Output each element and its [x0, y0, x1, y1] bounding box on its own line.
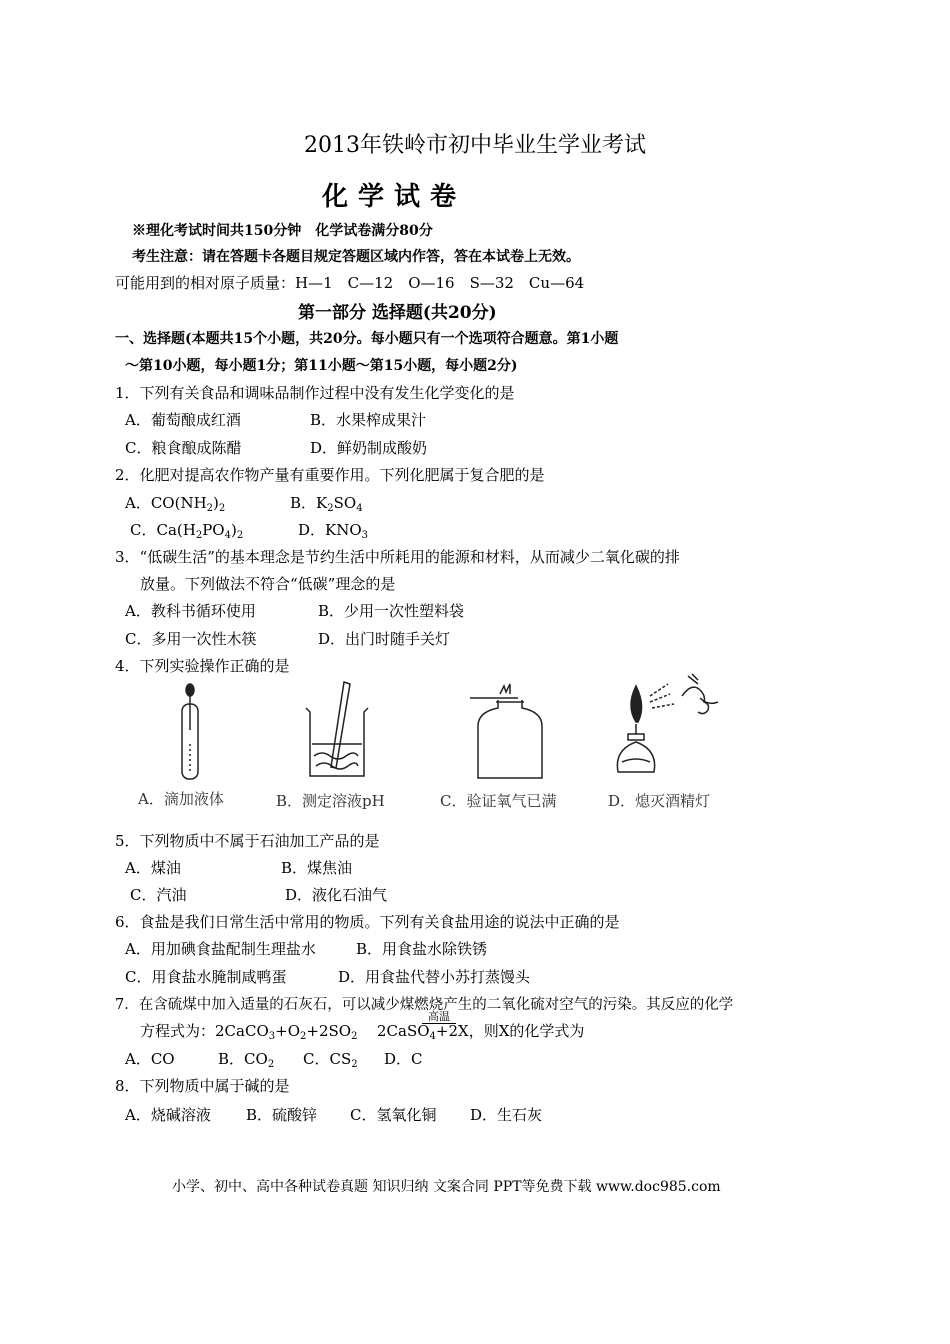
q5-option-b: B．煤焦油 [281, 859, 353, 877]
q7-option-d: D．C [384, 1050, 423, 1068]
q5-stem: 5．下列物质中不属于石油加工产品的是 [115, 832, 380, 850]
q7-option-c: C．$CS_2$ [303, 1050, 358, 1070]
exam-time-note: ※理化考试时间共150分钟 化学试卷满分80分 [132, 223, 433, 239]
q1-option-c: C．粮食酿成陈醋 [125, 439, 242, 457]
page-footer: 小学、初中、高中各种试卷真题 知识归纳 文案合同 PPT等免费下载 www.doc985.com [172, 1179, 721, 1195]
gas-bottle-figure [470, 680, 550, 782]
q8-option-a: A．烧碱溶液 [125, 1106, 211, 1124]
answer-sheet-note: 考生注意：请在答题卡各题目规定答题区域内作答，答在本试卷上无效。 [132, 249, 580, 265]
q3-stem-line-2: 放量。下列做法不符合“低碳”理念的是 [140, 575, 396, 593]
q3-option-c: C．多用一次性木筷 [125, 630, 257, 648]
q8-option-b: B．硫酸锌 [246, 1106, 318, 1124]
q2-option-a: A．$CO(NH_2)_2$ [125, 494, 226, 514]
q5-option-c: C．汽油 [130, 886, 187, 904]
q1-option-b: B．水果榨成果汁 [310, 411, 427, 429]
q3-option-a: A．教科书循环使用 [125, 602, 256, 620]
q2-option-d: D．$KNO_3$ [298, 521, 369, 541]
q7-option-b: B．$CO_2$ [218, 1050, 275, 1070]
beaker-ph-figure [300, 678, 372, 782]
q6-option-a: A．用加碘食盐配制生理盐水 [125, 940, 316, 958]
q7-reaction-condition: 高温 [422, 1010, 456, 1024]
paper-subtitle: 化学试卷 [322, 182, 467, 212]
q6-option-b: B．用食盐水除铁锈 [356, 940, 488, 958]
q2-stem: 2．化肥对提高农作物产量有重要作用。下列化肥属于复合肥的是 [115, 466, 545, 484]
atomic-masses: 可能用到的相对原子质量：H—1 C—12 O—16 S—32 Cu—64 [115, 274, 585, 292]
q3-option-d: D．出门时随手关灯 [318, 630, 451, 648]
q3-option-b: B．少用一次性塑料袋 [318, 602, 465, 620]
instructions-line-1: 一、选择题(本题共15个小题，共20分。每小题只有一个选项符合题意。第1小题 [115, 331, 619, 347]
q2-option-c: C．$Ca(H_2PO_4)_2$ [130, 521, 244, 541]
q6-stem: 6．食盐是我们日常生活中常用的物质。下列有关食盐用途的说法中正确的是 [115, 913, 620, 931]
instructions-line-2: ～第10小题，每小题1分；第11小题～第15小题，每小题2分) [125, 358, 518, 374]
q5-option-d: D．液化石油气 [285, 886, 388, 904]
q7-stem-line-1: 7．在含硫煤中加入适量的石灰石，可以减少煤燃烧产生的二氧化硫对空气的污染。其反应的化学 [115, 997, 734, 1013]
q5-option-a: A．煤油 [125, 859, 181, 877]
q2-option-b: B．$K_2SO_4$ [290, 494, 363, 514]
q1-stem: 1．下列有关食品和调味品制作过程中没有发生化学变化的是 [115, 384, 515, 402]
alcohol-lamp-figure [610, 672, 730, 782]
part-title: 第一部分 选择题(共20分) [298, 303, 497, 323]
q3-stem-line-1: 3．“低碳生活”的基本理念是节约生活中所耗用的能源和材料，从而减少二氧化碳的排 [115, 548, 680, 566]
q4-caption-d: D．熄灭酒精灯 [608, 792, 711, 810]
q1-option-d: D．鲜奶制成酸奶 [310, 439, 428, 457]
q4-stem: 4．下列实验操作正确的是 [115, 657, 290, 675]
q8-option-d: D．生石灰 [470, 1106, 543, 1124]
q8-stem: 8．下列物质中属于碱的是 [115, 1077, 290, 1095]
q1-option-a: A．葡萄酿成红酒 [125, 411, 241, 429]
q7-option-a: A．CO [125, 1050, 175, 1068]
dropper-test-tube-figure [170, 682, 210, 784]
q8-option-c: C．氢氧化铜 [350, 1106, 437, 1124]
q6-option-d: D．用食盐代替小苏打蒸馒头 [338, 968, 531, 986]
q7-equation-left: 方程式为：$2CaCO_3+O_2+2SO_2$ [140, 1022, 358, 1042]
q4-caption-b: B．测定溶液pH [276, 792, 385, 810]
q6-option-c: C．用食盐水腌制咸鸭蛋 [125, 968, 287, 986]
q4-caption-c: C．验证氧气已满 [440, 792, 557, 810]
exam-title: 2013年铁岭市初中毕业生学业考试 [304, 133, 646, 158]
q7-equation-right: 2CaSO$_4$+2X，则X的化学式为 [377, 1022, 585, 1042]
q4-caption-a: A．滴加液体 [138, 790, 224, 808]
